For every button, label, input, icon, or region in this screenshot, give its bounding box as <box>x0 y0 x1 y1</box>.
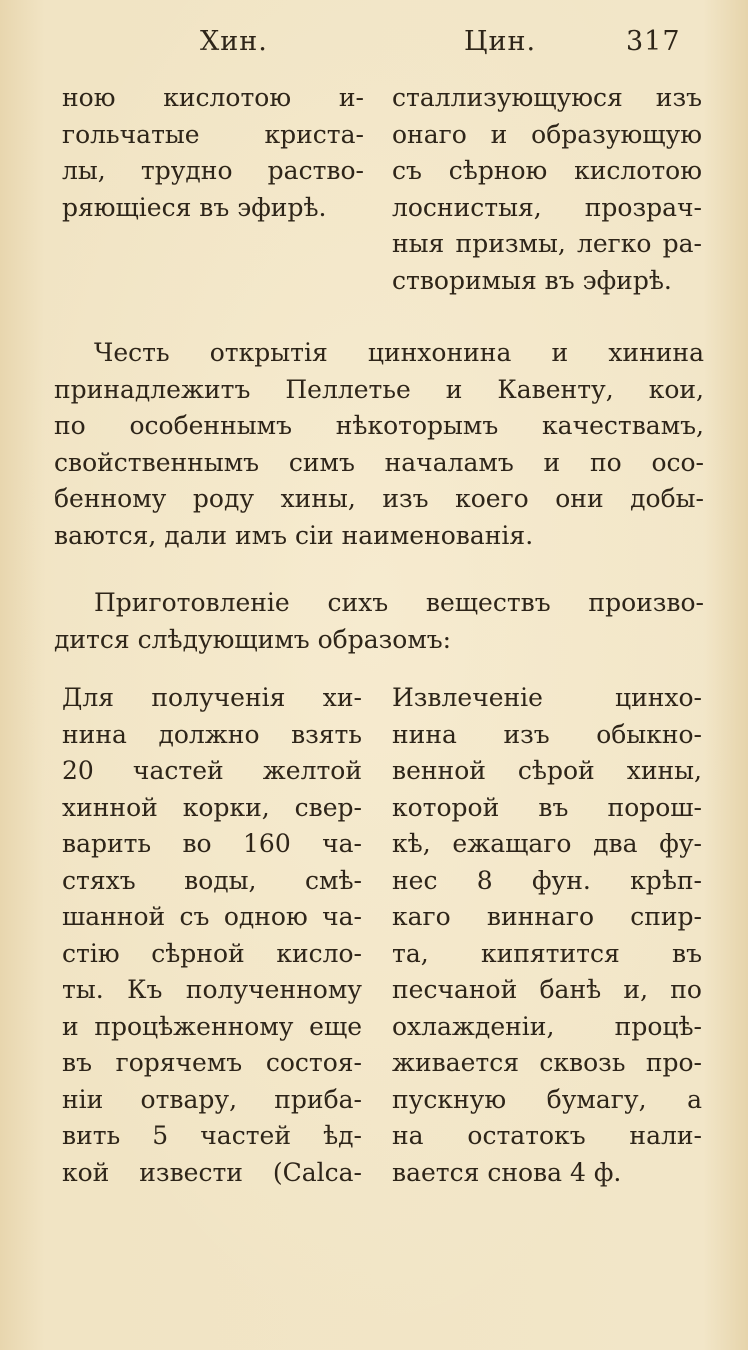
top-right-column <box>392 80 702 299</box>
running-header <box>0 18 748 68</box>
paragraph-preparation <box>54 585 704 658</box>
text-line: кѣ, ежащаго два фу- <box>392 829 702 858</box>
text-line: ніи отвару, приба- <box>62 1084 362 1114</box>
text-line: лы, трудно раство- <box>62 156 364 185</box>
text-line: песчаной банѣ и, по <box>392 975 702 1004</box>
bottom-left-column <box>62 680 362 1191</box>
text-line: въ горячемъ состоя- <box>62 1048 362 1077</box>
text-line: охлажденіи, процѣ- <box>392 1011 702 1041</box>
text-line: ныя призмы, легко ра- <box>392 229 702 258</box>
text-line: ты. Къ полученному <box>62 975 362 1004</box>
text-line: онаго и образующую <box>392 119 702 149</box>
text-line: створимыя въ эфирѣ. <box>392 265 672 295</box>
text-line: варить во 160 ча- <box>62 829 362 858</box>
text-line: ною кислотою и- <box>62 83 364 112</box>
text-line: ряющіеся въ эфирѣ. <box>62 192 327 222</box>
text-line: хинной корки, свер- <box>62 792 362 822</box>
text-line: ваются, дали имъ сіи наименованія. <box>54 520 534 550</box>
header-left-title: Хин. <box>200 26 268 57</box>
text-line: нина должно взять <box>62 719 362 749</box>
text-line: гольчатые криста- <box>62 119 364 149</box>
text-line: бенному роду хины, изъ коего они добы- <box>54 484 704 513</box>
text-line: венной сѣрой хины, <box>392 756 702 785</box>
paragraph-discovery <box>54 335 704 554</box>
text-line: живается сквозь про- <box>392 1048 702 1077</box>
text-line: та, кипятится въ <box>392 938 702 968</box>
text-line: шанной съ одною ча- <box>62 902 362 931</box>
header-center-title: Цин. <box>464 26 537 57</box>
text-line: каго виннаго спир- <box>392 902 702 931</box>
text-line: сталлизующуюся изъ <box>392 83 702 112</box>
text-line: Приготовленіе сихъ веществъ произво- <box>94 588 704 617</box>
page-number: 317 <box>626 26 681 57</box>
text-line: 20 частей желтой <box>62 756 362 785</box>
text-line: Честь открытія цинхонина и хинина <box>94 338 704 367</box>
text-line: стяхъ воды, смѣ- <box>62 865 362 895</box>
text-line: свойственнымъ симъ началамъ и по осо- <box>54 447 704 477</box>
text-line: на остатокъ нали- <box>392 1121 702 1150</box>
text-line: Извлеченіе цинхо- <box>392 683 702 712</box>
text-line: и процѣженному еще <box>62 1011 362 1041</box>
text-line: вить 5 частей ѣд- <box>62 1121 362 1150</box>
text-line: нина изъ обыкно- <box>392 719 702 749</box>
text-line: дится слѣдующимъ образомъ: <box>54 624 452 654</box>
text-line: которой въ порош- <box>392 792 702 822</box>
text-line: съ сѣрною кислотою <box>392 156 702 185</box>
text-line: стію сѣрной кисло- <box>62 938 362 968</box>
text-line: принадлежитъ Пеллетье и Кавенту, кои, <box>54 374 704 404</box>
text-line: пускную бумагу, а <box>392 1084 702 1114</box>
text-line: нес 8 фун. крѣп- <box>392 865 702 895</box>
text-line: по особеннымъ нѣкоторымъ качествамъ, <box>54 411 704 440</box>
text-line: кой извести (Calca- <box>62 1157 362 1187</box>
bottom-right-column <box>392 680 702 1191</box>
text-line: вается снова 4 ф. <box>392 1157 622 1187</box>
text-line: Для полученія хи- <box>62 683 362 712</box>
text-line: лоснистыя, прозрач- <box>392 192 702 222</box>
top-left-column <box>62 80 364 226</box>
